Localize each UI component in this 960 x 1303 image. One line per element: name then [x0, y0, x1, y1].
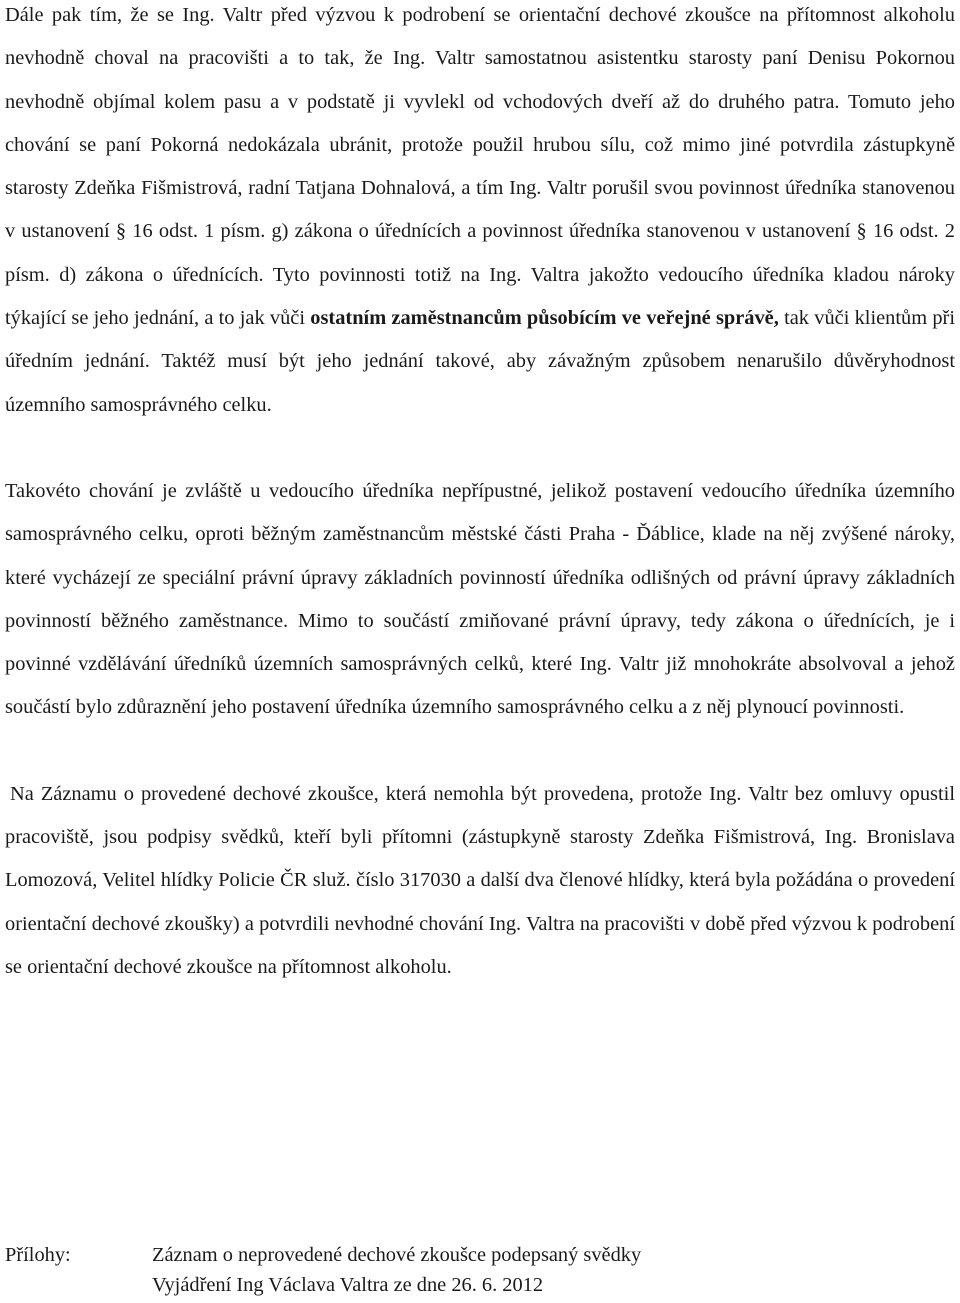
paragraph-conduct: [5, 0, 955, 427]
paragraph-obligations: Takovéto chování je zvláště u vedoucího úředníka nepřípustné, jelikož postavení vedoucího úředníka územního samosprávného celku, oproti běžným zaměstnancům městské části Praha - Ďáblice, klade na něj zvýšené nároky, které vycházejí ze speciální právní úpravy základních povinností úředníka odlišných od právní úpravy základních povinností běžného zaměstnance. Mimo to součástí zmiňované právní úpravy, tedy zákona o úřednících, je i povinné vzdělávání úředníků územních samosprávných celků, které Ing. Valtr již mnohokráte absolvoval a jehož součástí bylo zdůraznění jeho postavení úředníka územního samosprávného celku a z něj plynoucí povinnosti.: [5, 479, 955, 719]
paragraph-conduct-text-start: Dále pak tím, že se Ing. Valtr před výzvou k podrobení se orientační dechové zkoušce na přítomnost alkoholu nevhodně choval na pracovišti a to tak, že Ing. Valtr samostatnou asistentku starosty paní Denisu Pokornou nevhodně objímal kolem pasu a v podstatě ji vyvlekl od vchodových dveří až do druhého patra. Tomuto jeho chování se paní Pokorná nedokázala ubránit, protože použil hrubou sílu, což mimo jiné potvrdila zástupkyně starosty Zdeňka Fišmistrová, radní Tatjana Dohnalová, a tím Ing. Valtr porušil svou povinnost úředníka stanovenou v ustanovení § 16 odst. 1 písm. g) zákona o úřednících a povinnost úředníka stanovenou v ustanovení § 16 odst. 2 písm. d) zákona o úřednících. Tyto povinnosti totiž na Ing. Valtra jakožto vedoucího úředníka kladou nároky týkající se jeho jednání, a to jak vůči: [5, 4, 955, 330]
attachments-section: [5, 1240, 955, 1300]
document-body: [5, 0, 955, 989]
attachment-item: Vyjádření Ing Václava Valtra ze dne 26. 6. 2012: [152, 1274, 544, 1296]
attachments-row: [5, 1240, 955, 1300]
paragraph-breath-test-record-text: Na Záznamu o provedené dechové zkoušce, která nemohla být provedena, protože Ing. Valtr bez omluvy opustil pracoviště, jsou podpisy svědků, kteří byli přítomni (zástupkyně starosty Zdeňka Fišmistrová, Ing. Bronislava Lomozová, Velitel hlídky Policie ČR služ. číslo 317030 a další dva členové hlídky, která byla požádána o provedení orientační dechové zkoušky) a potvrdili nevhodné chování Ing. Valtra na pracovišti v době před výzvou k podrobení se orientační dechové zkoušce na přítomnost alkoholu.: [5, 782, 955, 978]
paragraph-conduct-bold-phrase: ostatním zaměstnancům působícím ve veřejné správě,: [310, 307, 779, 330]
attachments-label: Přílohy:: [5, 1244, 71, 1266]
attachments-list: [152, 1240, 955, 1300]
paragraph-conduct-text-end: tak vůči klientům při úředním jednání. Taktéž musí být jeho jednání takové, aby závažným způsobem nenarušilo důvěryhodnost územního samosprávného celku.: [5, 307, 955, 416]
attachment-item: Záznam o neprovedené dechové zkoušce podepsaný svědky: [152, 1244, 642, 1266]
paragraph-breath-test-record: [5, 773, 955, 989]
